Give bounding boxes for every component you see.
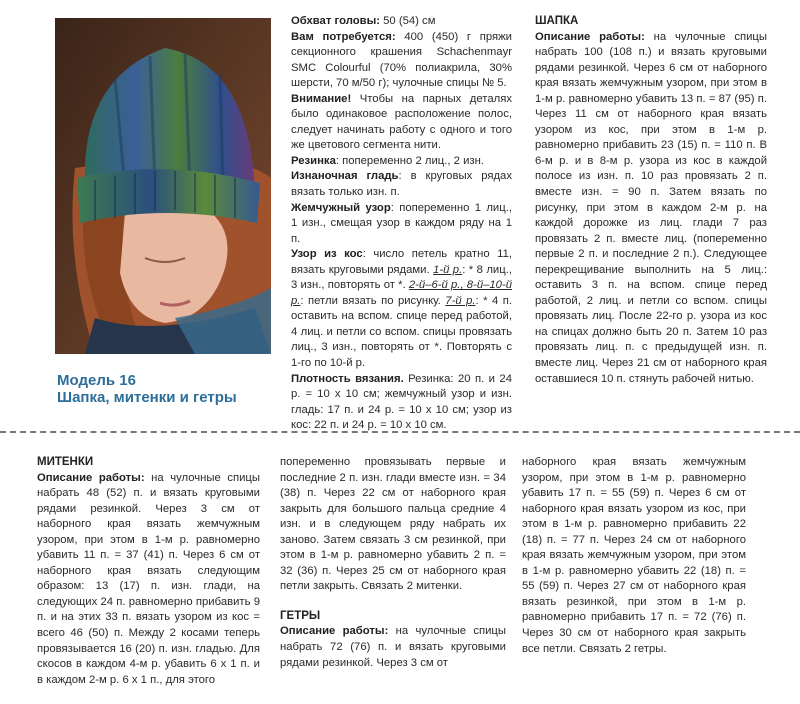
- gaiters-heading: ГЕТРЫ: [280, 609, 321, 622]
- gaiters-instructions-cont: наборного края вязать жемчужным узором, при этом в 1-м р. равномерно убавить 17 п. = 55 (59) п. Через 6 см от наборного края вязать узором из кос, при этом в 1-м р. равномерно прибавить 22 (18) п. = 77 п. Через 24 см от наборного края вязать жемчужным узором, при этом в 1-м р. равномерно убавить 22 (18) п. = 55 (59) п. Через 27 см от наборного края вязать резинкой, при этом в 1-м р. равномерно прибавить 17 п. = 72 (76) п. Через 30 см от наборного края закрыть все петли. Связать 2 гетры.: [522, 456, 746, 655]
- model-photo: [55, 18, 271, 354]
- spec-reverse-stockinette: Изнаночная гладь: в круговых рядах вязать только изн. п.: [291, 170, 512, 199]
- hat-instructions: Описание работы: на чулочные спицы набрать 100 (108 п.) и вязать круговыми рядами резинкой. Через 6 см от наборного края вязать жемчужным узором, при этом в 1-м р. равномерно убавить 13 п. = 87 (95) п. Через 11 см от наборного края вязать узором из кос, при этом в 1-м р. равномерно прибавить 23 (15) п. = 110 п. В 6-м р. и в 8-м р. узора из кос в каждой полосе из изн. п. 10 раз провязать 2 п. вместе изн. = 90 п. Затем вязать по рисунку, при этом в каждом 2-м р. на каждой дорожке из лиц. глади 7 раз провязать 2 п. вместе лиц. (попеременно первые 2 п. и последние 2 п.). Следующее перекрещивание выполнить на 5 лиц.: оставить 3 п. на вспом. спице перед работой, 2 лиц. и петли со вспом. спицы провязать лиц. После 22-го р. узора из кос на спицах должно быть 20 п. Затем 10 раз провязать лиц. п. с предыдущей изн. п. вместе лиц. Через 21 см от наборного края оставшиеся 10 п. стянуть рабочей нитью.: [535, 30, 768, 385]
- spec-column: [291, 14, 512, 434]
- middle-column: [280, 455, 506, 671]
- spec-cable-pattern: Узор из кос: число петель кратно 11, вязать круговыми рядами. 1-й р.: * 8 лиц., 3 изн., повторять от *. 2-й–6-й р., 8-й–10-й р.: петли вязать по рисунку. 7-й р.: * 4 п. оставить на вспом. спице перед работой, 4 лиц. и петли со вспом. спицы провязать лиц., 3 изн., повторять от *. Повторять с 1-го по 10-й р.: [291, 248, 513, 370]
- section-divider: [0, 431, 800, 433]
- spec-rib: Резинка: попеременно 2 лиц., 2 изн.: [291, 154, 484, 167]
- model-photo-illustration: [55, 18, 271, 354]
- gaiters-instructions: Описание работы: на чулочные спицы набрать 72 (76) п. и вязать круговыми рядами резинкой. Через 3 см от: [280, 625, 507, 669]
- right-column: [522, 455, 746, 657]
- model-title: Шапка, митенки и гетры: [57, 389, 237, 406]
- spec-gauge: Плотность вязания. Резинка: 20 п. и 24 р. = 10 х 10 см; жемчужный узор и изн. гладь: 17 п. и 24 р. = 10 х 10 см; узор из кос: 22 п. и 24 р. = 10 х 10 см.: [291, 372, 512, 432]
- hat-column: [535, 14, 767, 387]
- spec-seed-stitch: Жемчужный узор: попеременно 1 лиц., 1 изн., смещая узор в каждом ряду на 1 п.: [291, 201, 512, 245]
- model-caption: [57, 372, 277, 406]
- hat-heading: ШАПКА: [535, 15, 579, 27]
- spec-attention: Внимание! Чтобы на парных деталях было одинаковое расположение полос, следует начинать работу с одного и того же цветового сегмента нити.: [291, 92, 512, 152]
- mitts-instructions: Описание работы: на чулочные спицы набрать 48 (52) п. и вязать круговыми рядами резинкой. Через 3 см от наборного края вязать жемчужным узором, при этом в 1-м р. равномерно убавить 11 п. = 37 (41) п. Через 6 см от наборного края вязать следующим образом: 13 (17) п. изн. глади, на следующих 24 п. равномерно прибавить 9 п. и на этих 33 п. вязать узором из кос = всего 46 (50) п. Между 2 косами теперь провязывается 16 (20) п. изн. гладью. Для скосов в каждом 4-м р. убавить 6 х 1 п. и в каждом 2-м р. 6 х 1 п., для этого: [37, 471, 261, 686]
- mitts-instructions-cont: попеременно провязывать первые и последние 2 п. изн. глади вместе изн. = 34 (38) п. Через 22 см от наборного края закрыть для большого пальца средние 4 изн. и в следующем ряду набрать их заново. Затем связать 3 см резинкой, при этом в 1-м р. равномерно убавить 2 п. = 32 (36) п. Через 25 см от наборного края петли закрыть. Связать 2 митенки.: [280, 456, 506, 593]
- spec-materials: Вам потребуется: 400 (450) г пряжи секционного крашения Schachenmayr SMC Colourful (70% полиакрила, 30% шерсти, 70 м/50 г); чулочные спицы № 5.: [291, 30, 512, 90]
- spec-head-size: Обхват головы: 50 (54) см: [291, 15, 436, 27]
- mitts-column: [37, 455, 260, 688]
- model-number: Модель 16: [57, 372, 136, 389]
- mitts-heading: МИТЕНКИ: [37, 456, 94, 468]
